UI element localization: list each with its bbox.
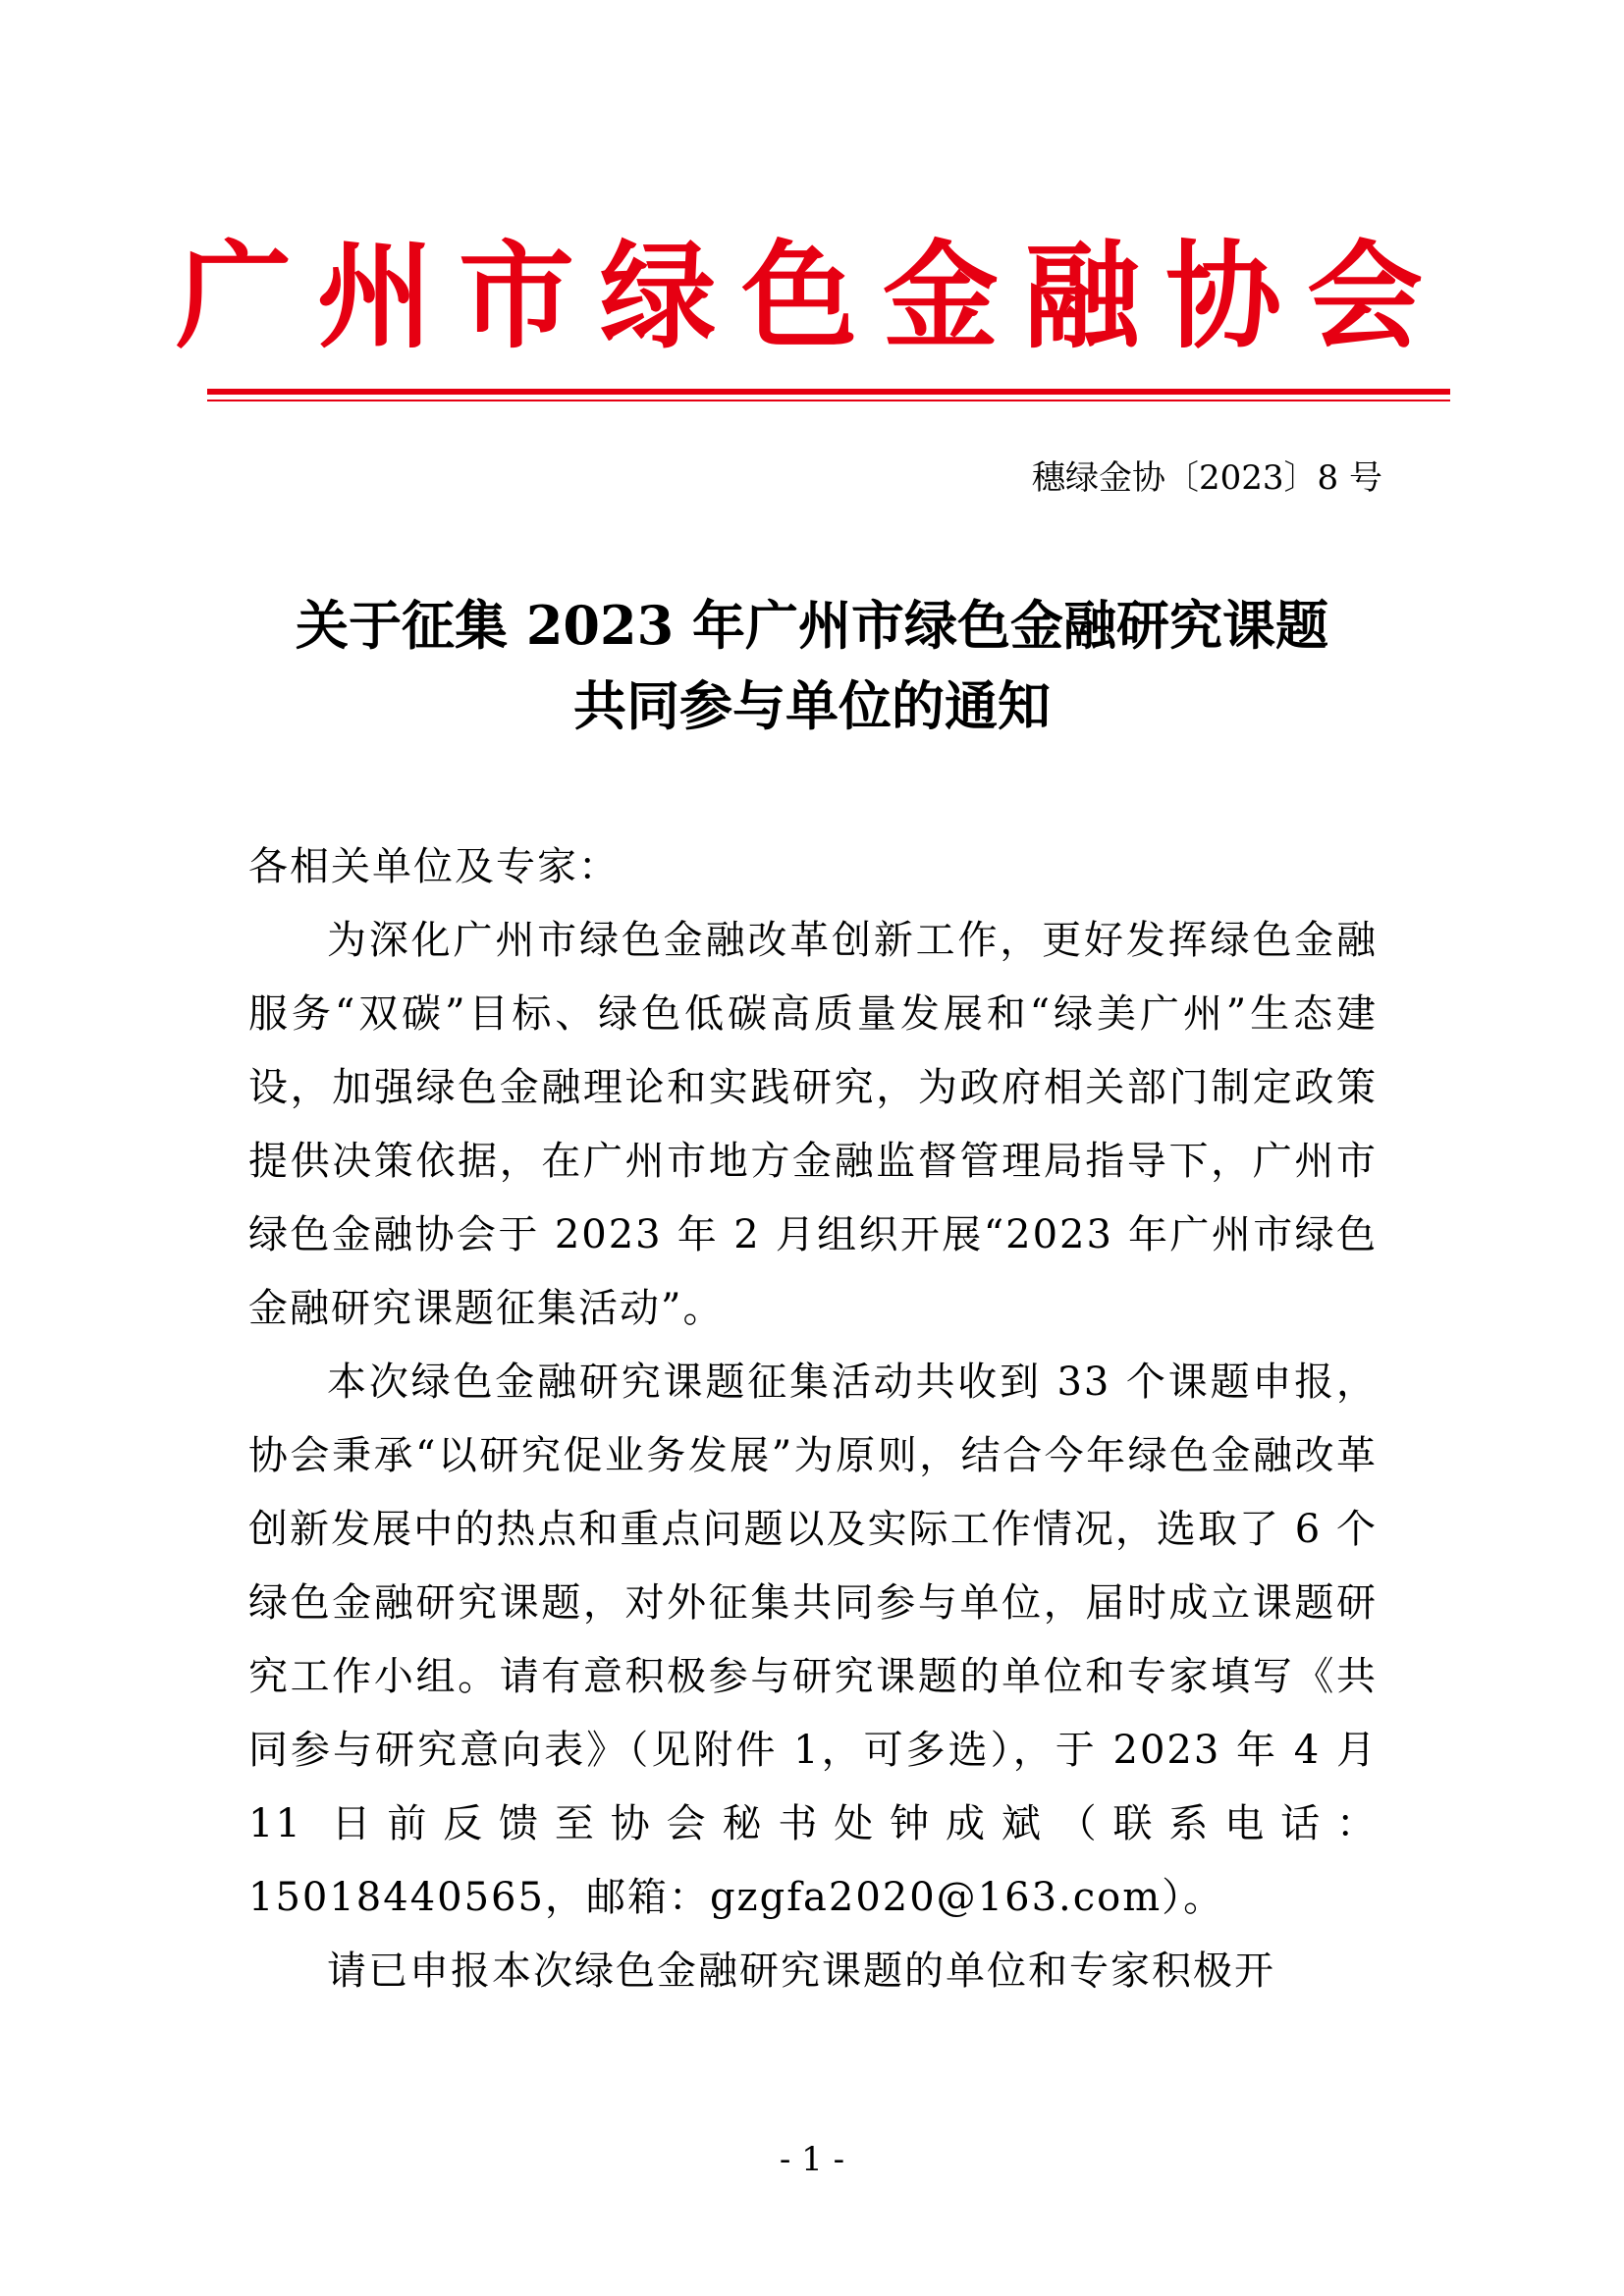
document-title xyxy=(0,585,1624,746)
document-body xyxy=(248,830,1378,2008)
body-paragraph: 请已申报本次绿色金融研究课题的单位和专家积极开 xyxy=(327,1949,1275,1994)
document-number: 穗绿金协〔2023〕8 号 xyxy=(1032,458,1382,498)
title-line-2: 共同参与单位的通知 xyxy=(573,674,1051,737)
page-number: - 1 - xyxy=(779,2140,845,2179)
header-divider-thick xyxy=(207,389,1450,395)
body-paragraph: 本次绿色金融研究课题征集活动共收到 33 个课题申报，协会秉承“以研究促业务发展”为原则，结合今年绿色金融改革创新发展中的热点和重点问题以及实际工作情况，选取了 6 个绿色金融研究课题，对外征集共同参与单位，届时成立课题研究工作小组。请有意积极参与研究课题的单位和专家填写《共同参与研究意向表》（见附件 1，可多选），于 2023 年 4 月 11 日前反馈至协会秘书处钟成斌（联系电话：15018440565，邮箱：gzgfa2020@163.com）。 xyxy=(248,1360,1378,1920)
salutation: 各相关单位及专家： xyxy=(248,844,620,889)
body-paragraph: 为深化广州市绿色金融改革创新工作，更好发挥绿色金融服务“双碳”目标、绿色低碳高质量发展和“绿美广州”生态建设，加强绿色金融理论和实践研究，为政府相关部门制定政策提供决策依据，在广州市地方金融监督管理局指导下，广州市绿色金融协会于 2023 年 2 月组织开展“2023 年广州市绿色金融研究课题征集活动”。 xyxy=(248,918,1378,1331)
title-line-1: 关于征集 2023 年广州市绿色金融研究课题 xyxy=(296,594,1328,657)
org-masthead: 广州市绿色金融协会 xyxy=(175,229,1448,364)
header-divider-thin xyxy=(207,400,1450,401)
